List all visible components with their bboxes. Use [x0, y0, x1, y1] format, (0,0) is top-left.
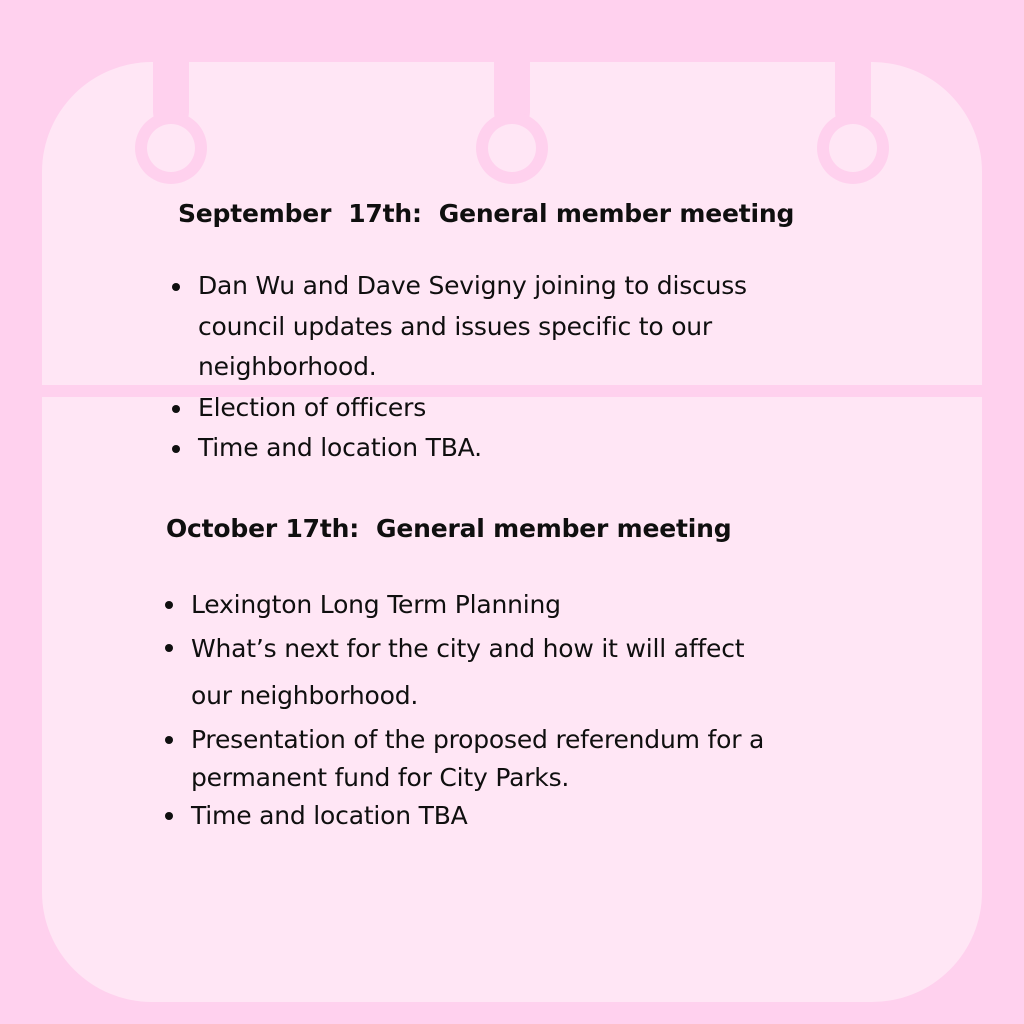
- september-event-list: [198, 266, 747, 469]
- bullet-icon: [172, 405, 180, 413]
- bullet-icon: [172, 445, 180, 453]
- list-item: Time and location TBA.: [198, 428, 747, 469]
- list-item: Presentation of the proposed referendum for a permanent fund for City Parks.: [191, 721, 764, 797]
- list-item: What’s next for the city and how it will affect our neighborhood.: [191, 625, 764, 719]
- list-item: Dan Wu and Dave Sevigny joining to discuss council updates and issues specific to our neighborhood.: [198, 266, 747, 388]
- list-item: Lexington Long Term Planning: [191, 585, 764, 627]
- october-event-list: [191, 585, 764, 835]
- bullet-icon: [165, 736, 173, 744]
- bullet-icon: [165, 601, 173, 609]
- bullet-icon: [165, 812, 173, 820]
- bullet-icon: [165, 644, 173, 652]
- bullet-icon: [172, 283, 180, 291]
- october-event-heading: October 17th: General member meeting: [166, 514, 732, 543]
- list-item: Time and location TBA: [191, 797, 764, 835]
- september-event-heading: September 17th: General member meeting: [178, 199, 795, 228]
- list-item: Election of officers: [198, 388, 747, 429]
